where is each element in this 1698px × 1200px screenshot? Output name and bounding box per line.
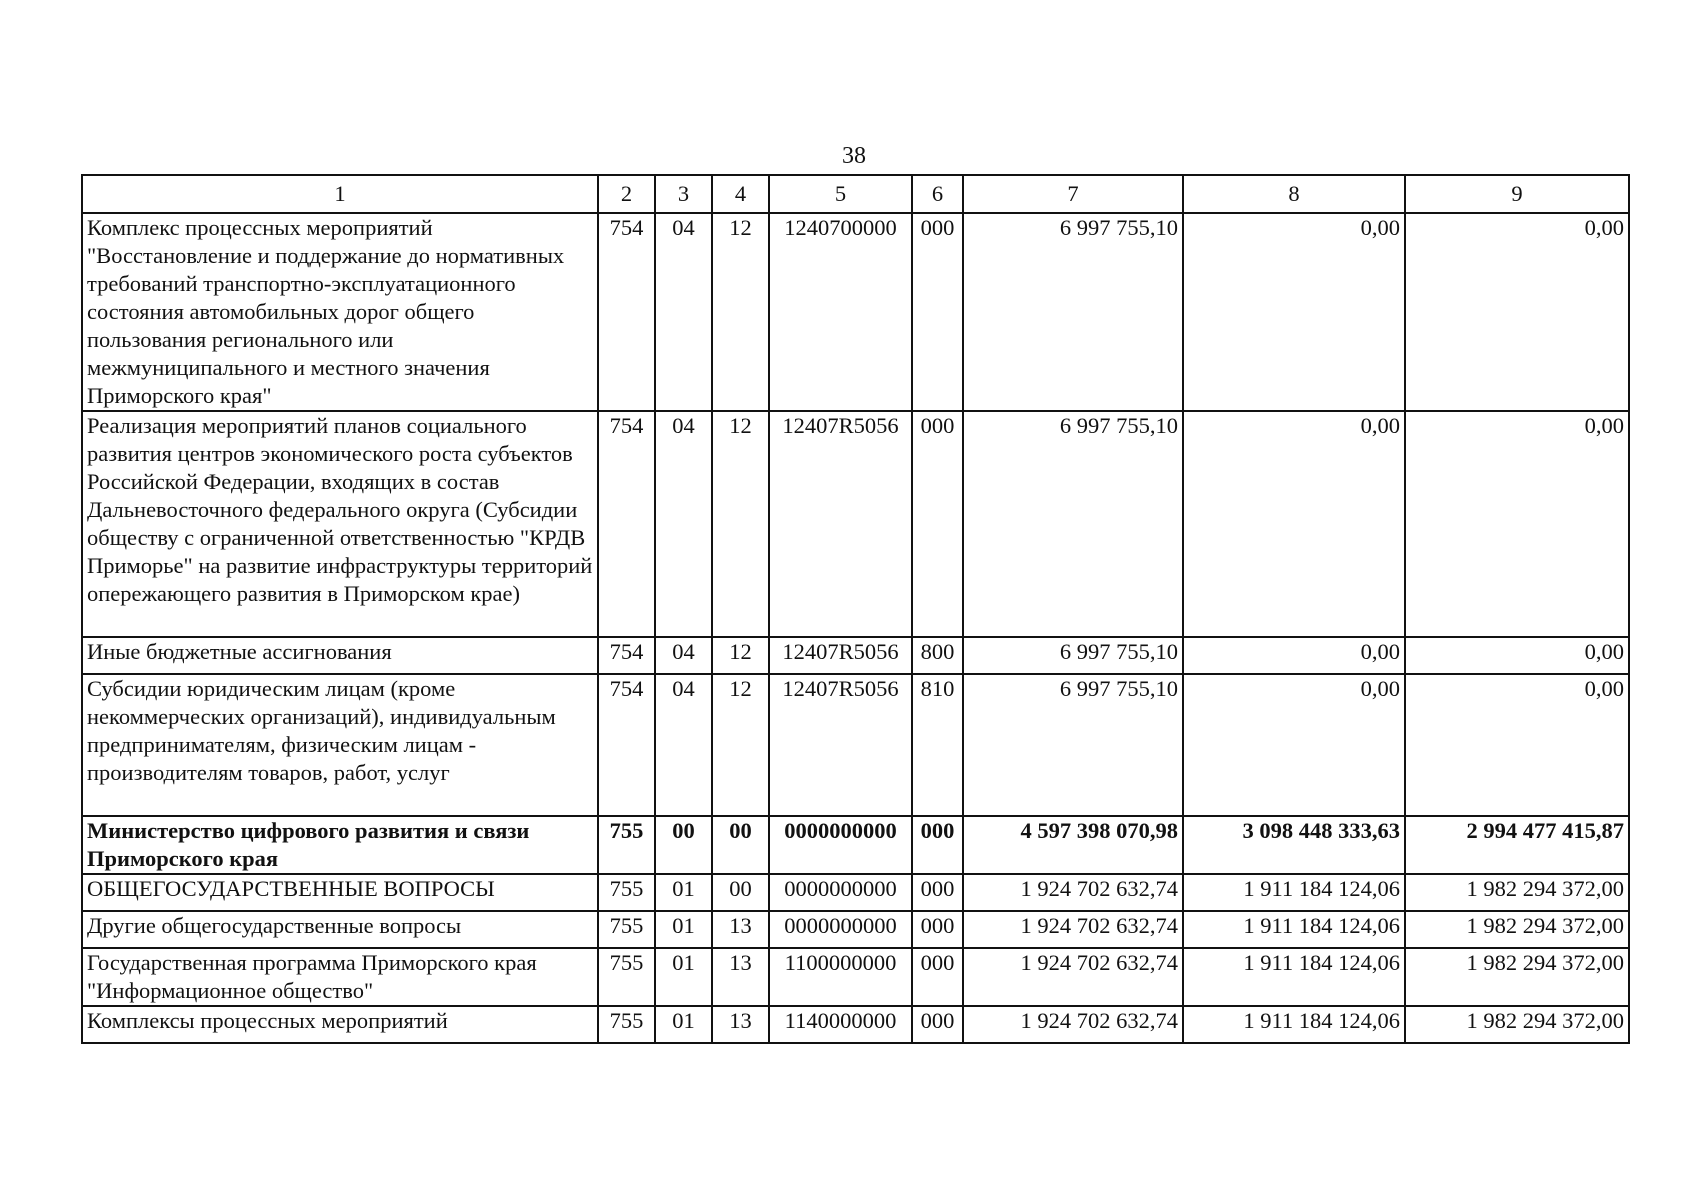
row-amount-col9: 0,00 xyxy=(1405,637,1629,674)
row-ministry-code: 755 xyxy=(598,816,655,874)
row-amount-col9: 2 994 477 415,87 xyxy=(1405,816,1629,874)
row-subsection-code: 00 xyxy=(712,874,769,911)
row-amount-col7: 6 997 755,10 xyxy=(963,213,1183,411)
row-subsection-code: 13 xyxy=(712,911,769,948)
table-row xyxy=(82,948,1629,1006)
row-ministry-code: 754 xyxy=(598,637,655,674)
row-target-code: 12407R5056 xyxy=(769,674,912,816)
row-amount-col7: 4 597 398 070,98 xyxy=(963,816,1183,874)
row-section-code: 01 xyxy=(655,948,712,1006)
row-name: Реализация мероприятий планов социального развития центров экономического роста субъектов Российской Федерации, входящих в состав Дальневосточного федерального округа (Субсидии обществу с ограниченной ответственностью "КРДВ Приморье" на развитие инфраструктуры территорий опережающего развития в Приморском крае) xyxy=(82,411,598,637)
row-subsection-code: 12 xyxy=(712,213,769,411)
table-row xyxy=(82,911,1629,948)
row-ministry-code: 755 xyxy=(598,874,655,911)
row-amount-col9: 0,00 xyxy=(1405,674,1629,816)
row-subsection-code: 00 xyxy=(712,816,769,874)
row-ministry-code: 755 xyxy=(598,911,655,948)
row-ministry-code: 754 xyxy=(598,213,655,411)
row-amount-col9: 1 982 294 372,00 xyxy=(1405,1006,1629,1043)
row-expense-type: 000 xyxy=(912,816,963,874)
row-amount-col9: 1 982 294 372,00 xyxy=(1405,911,1629,948)
row-amount-col8: 0,00 xyxy=(1183,674,1405,816)
row-expense-type: 000 xyxy=(912,874,963,911)
row-ministry-code: 754 xyxy=(598,674,655,816)
column-header-2: 2 xyxy=(598,175,655,213)
row-expense-type: 800 xyxy=(912,637,963,674)
column-header-6: 6 xyxy=(912,175,963,213)
row-amount-col8: 1 911 184 124,06 xyxy=(1183,874,1405,911)
row-amount-col7: 1 924 702 632,74 xyxy=(963,948,1183,1006)
page-number: 38 xyxy=(842,143,866,169)
row-expense-type: 810 xyxy=(912,674,963,816)
column-header-3: 3 xyxy=(655,175,712,213)
table-row xyxy=(82,1006,1629,1043)
row-subsection-code: 12 xyxy=(712,411,769,637)
table-row-ministry-total xyxy=(82,816,1629,874)
table-row xyxy=(82,637,1629,674)
row-subsection-code: 13 xyxy=(712,1006,769,1043)
row-amount-col7: 1 924 702 632,74 xyxy=(963,874,1183,911)
row-amount-col8: 0,00 xyxy=(1183,213,1405,411)
row-section-code: 00 xyxy=(655,816,712,874)
row-section-code: 04 xyxy=(655,637,712,674)
budget-table xyxy=(81,174,1630,1044)
column-header-9: 9 xyxy=(1405,175,1629,213)
row-target-code: 0000000000 xyxy=(769,911,912,948)
row-section-code: 04 xyxy=(655,411,712,637)
row-amount-col7: 6 997 755,10 xyxy=(963,637,1183,674)
row-section-code: 01 xyxy=(655,911,712,948)
column-header-4: 4 xyxy=(712,175,769,213)
row-expense-type: 000 xyxy=(912,911,963,948)
row-section-code: 01 xyxy=(655,1006,712,1043)
row-amount-col7: 1 924 702 632,74 xyxy=(963,911,1183,948)
row-target-code: 12407R5056 xyxy=(769,411,912,637)
column-header-5: 5 xyxy=(769,175,912,213)
row-name: Другие общегосударственные вопросы xyxy=(82,911,598,948)
row-subsection-code: 12 xyxy=(712,637,769,674)
row-target-code: 1140000000 xyxy=(769,1006,912,1043)
row-amount-col8: 0,00 xyxy=(1183,637,1405,674)
row-amount-col9: 0,00 xyxy=(1405,411,1629,637)
row-amount-col7: 6 997 755,10 xyxy=(963,411,1183,637)
row-amount-col9: 0,00 xyxy=(1405,213,1629,411)
row-section-code: 04 xyxy=(655,213,712,411)
row-amount-col8: 1 911 184 124,06 xyxy=(1183,1006,1405,1043)
row-name: Комплексы процессных мероприятий xyxy=(82,1006,598,1043)
row-amount-col9: 1 982 294 372,00 xyxy=(1405,948,1629,1006)
header-row xyxy=(82,175,1629,213)
column-header-7: 7 xyxy=(963,175,1183,213)
table-row xyxy=(82,674,1629,816)
row-amount-col8: 0,00 xyxy=(1183,411,1405,637)
row-amount-col7: 1 924 702 632,74 xyxy=(963,1006,1183,1043)
row-section-code: 04 xyxy=(655,674,712,816)
row-target-code: 0000000000 xyxy=(769,816,912,874)
row-target-code: 1240700000 xyxy=(769,213,912,411)
row-expense-type: 000 xyxy=(912,213,963,411)
row-amount-col8: 3 098 448 333,63 xyxy=(1183,816,1405,874)
row-name: Государственная программа Приморского края "Информационное общество" xyxy=(82,948,598,1006)
row-ministry-code: 755 xyxy=(598,948,655,1006)
row-expense-type: 000 xyxy=(912,411,963,637)
row-section-code: 01 xyxy=(655,874,712,911)
row-name: Иные бюджетные ассигнования xyxy=(82,637,598,674)
row-target-code: 1100000000 xyxy=(769,948,912,1006)
row-name: Комплекс процессных мероприятий "Восстановление и поддержание до нормативных требований транспортно-эксплуатационного состояния автомобильных дорог общего пользования регионального или межмуниципального и местного значения Приморского края" xyxy=(82,213,598,411)
row-subsection-code: 12 xyxy=(712,674,769,816)
row-target-code: 12407R5056 xyxy=(769,637,912,674)
column-header-1: 1 xyxy=(82,175,598,213)
row-name: Субсидии юридическим лицам (кроме некоммерческих организаций), индивидуальным предпринимателям, физическим лицам - производителям товаров, работ, услуг xyxy=(82,674,598,816)
row-target-code: 0000000000 xyxy=(769,874,912,911)
row-amount-col8: 1 911 184 124,06 xyxy=(1183,948,1405,1006)
row-name: ОБЩЕГОСУДАРСТВЕННЫЕ ВОПРОСЫ xyxy=(82,874,598,911)
table-row xyxy=(82,874,1629,911)
row-expense-type: 000 xyxy=(912,948,963,1006)
row-ministry-code: 754 xyxy=(598,411,655,637)
row-amount-col7: 6 997 755,10 xyxy=(963,674,1183,816)
row-expense-type: 000 xyxy=(912,1006,963,1043)
row-name: Министерство цифрового развития и связи Приморского края xyxy=(82,816,598,874)
column-header-8: 8 xyxy=(1183,175,1405,213)
table-row xyxy=(82,411,1629,637)
row-subsection-code: 13 xyxy=(712,948,769,1006)
table-row xyxy=(82,213,1629,411)
row-ministry-code: 755 xyxy=(598,1006,655,1043)
row-amount-col8: 1 911 184 124,06 xyxy=(1183,911,1405,948)
row-amount-col9: 1 982 294 372,00 xyxy=(1405,874,1629,911)
